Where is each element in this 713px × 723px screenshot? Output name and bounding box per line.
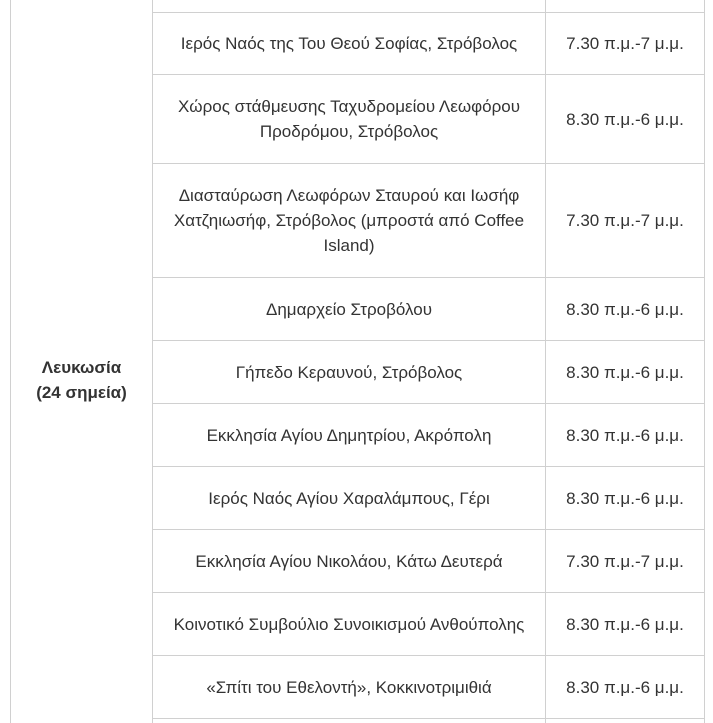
hours-cell: [546, 719, 705, 723]
location-cell: Διασταύρωση Λεωφόρων Σταυρού και Ιωσήφ Χατζηιωσήφ, Στρόβολος (μπροστά από Coffee Island): [153, 164, 546, 278]
hours-cell: 7.30 π.μ.-7 μ.μ.: [546, 13, 705, 75]
district-name: Λευκωσία: [41, 358, 122, 377]
location-cell: «Σπίτι του Εθελοντή», Κοκκινοτριμιθιά: [153, 656, 546, 719]
hours-cell: 8.30 π.μ.-6 μ.μ.: [546, 341, 705, 404]
location-cell: [153, 0, 546, 13]
location-cell: Δημαρχείο Στροβόλου: [153, 278, 546, 341]
hours-cell: 8.30 π.μ.-6 μ.μ.: [546, 656, 705, 719]
hours-cell: 8.30 π.μ.-6 μ.μ.: [546, 75, 705, 164]
hours-cell: 8.30 π.μ.-6 μ.μ.: [546, 404, 705, 467]
hours-cell: 7.30 π.μ.-7 μ.μ.: [546, 164, 705, 278]
hours-cell: 8.30 π.μ.-6 μ.μ.: [546, 278, 705, 341]
hours-cell: 8.30 π.μ.-6 μ.μ.: [546, 467, 705, 530]
location-cell: Γήπεδο Κεραυνού, Στρόβολος: [153, 341, 546, 404]
location-cell: Ιερός Ναός Αγίου Χαραλάμπους, Γέρι: [153, 467, 546, 530]
district-count: (24 σημεία): [36, 383, 127, 402]
vaccination-points-table: [10, 0, 705, 723]
location-cell: [153, 719, 546, 723]
location-cell: Ιερός Ναός της Του Θεού Σοφίας, Στρόβολος: [153, 13, 546, 75]
location-cell: Εκκλησία Αγίου Νικολάου, Κάτω Δευτερά: [153, 530, 546, 593]
district-cell: [11, 0, 153, 723]
location-cell: Χώρος στάθμευσης Ταχυδρομείου Λεωφόρου Προδρόμου, Στρόβολος: [153, 75, 546, 164]
location-cell: Εκκλησία Αγίου Δημητρίου, Ακρόπολη: [153, 404, 546, 467]
location-cell: Κοινοτικό Συμβούλιο Συνοικισμού Ανθούπολης: [153, 593, 546, 656]
table-row: [11, 0, 705, 13]
hours-cell: [546, 0, 705, 13]
hours-cell: 8.30 π.μ.-6 μ.μ.: [546, 593, 705, 656]
hours-cell: 7.30 π.μ.-7 μ.μ.: [546, 530, 705, 593]
